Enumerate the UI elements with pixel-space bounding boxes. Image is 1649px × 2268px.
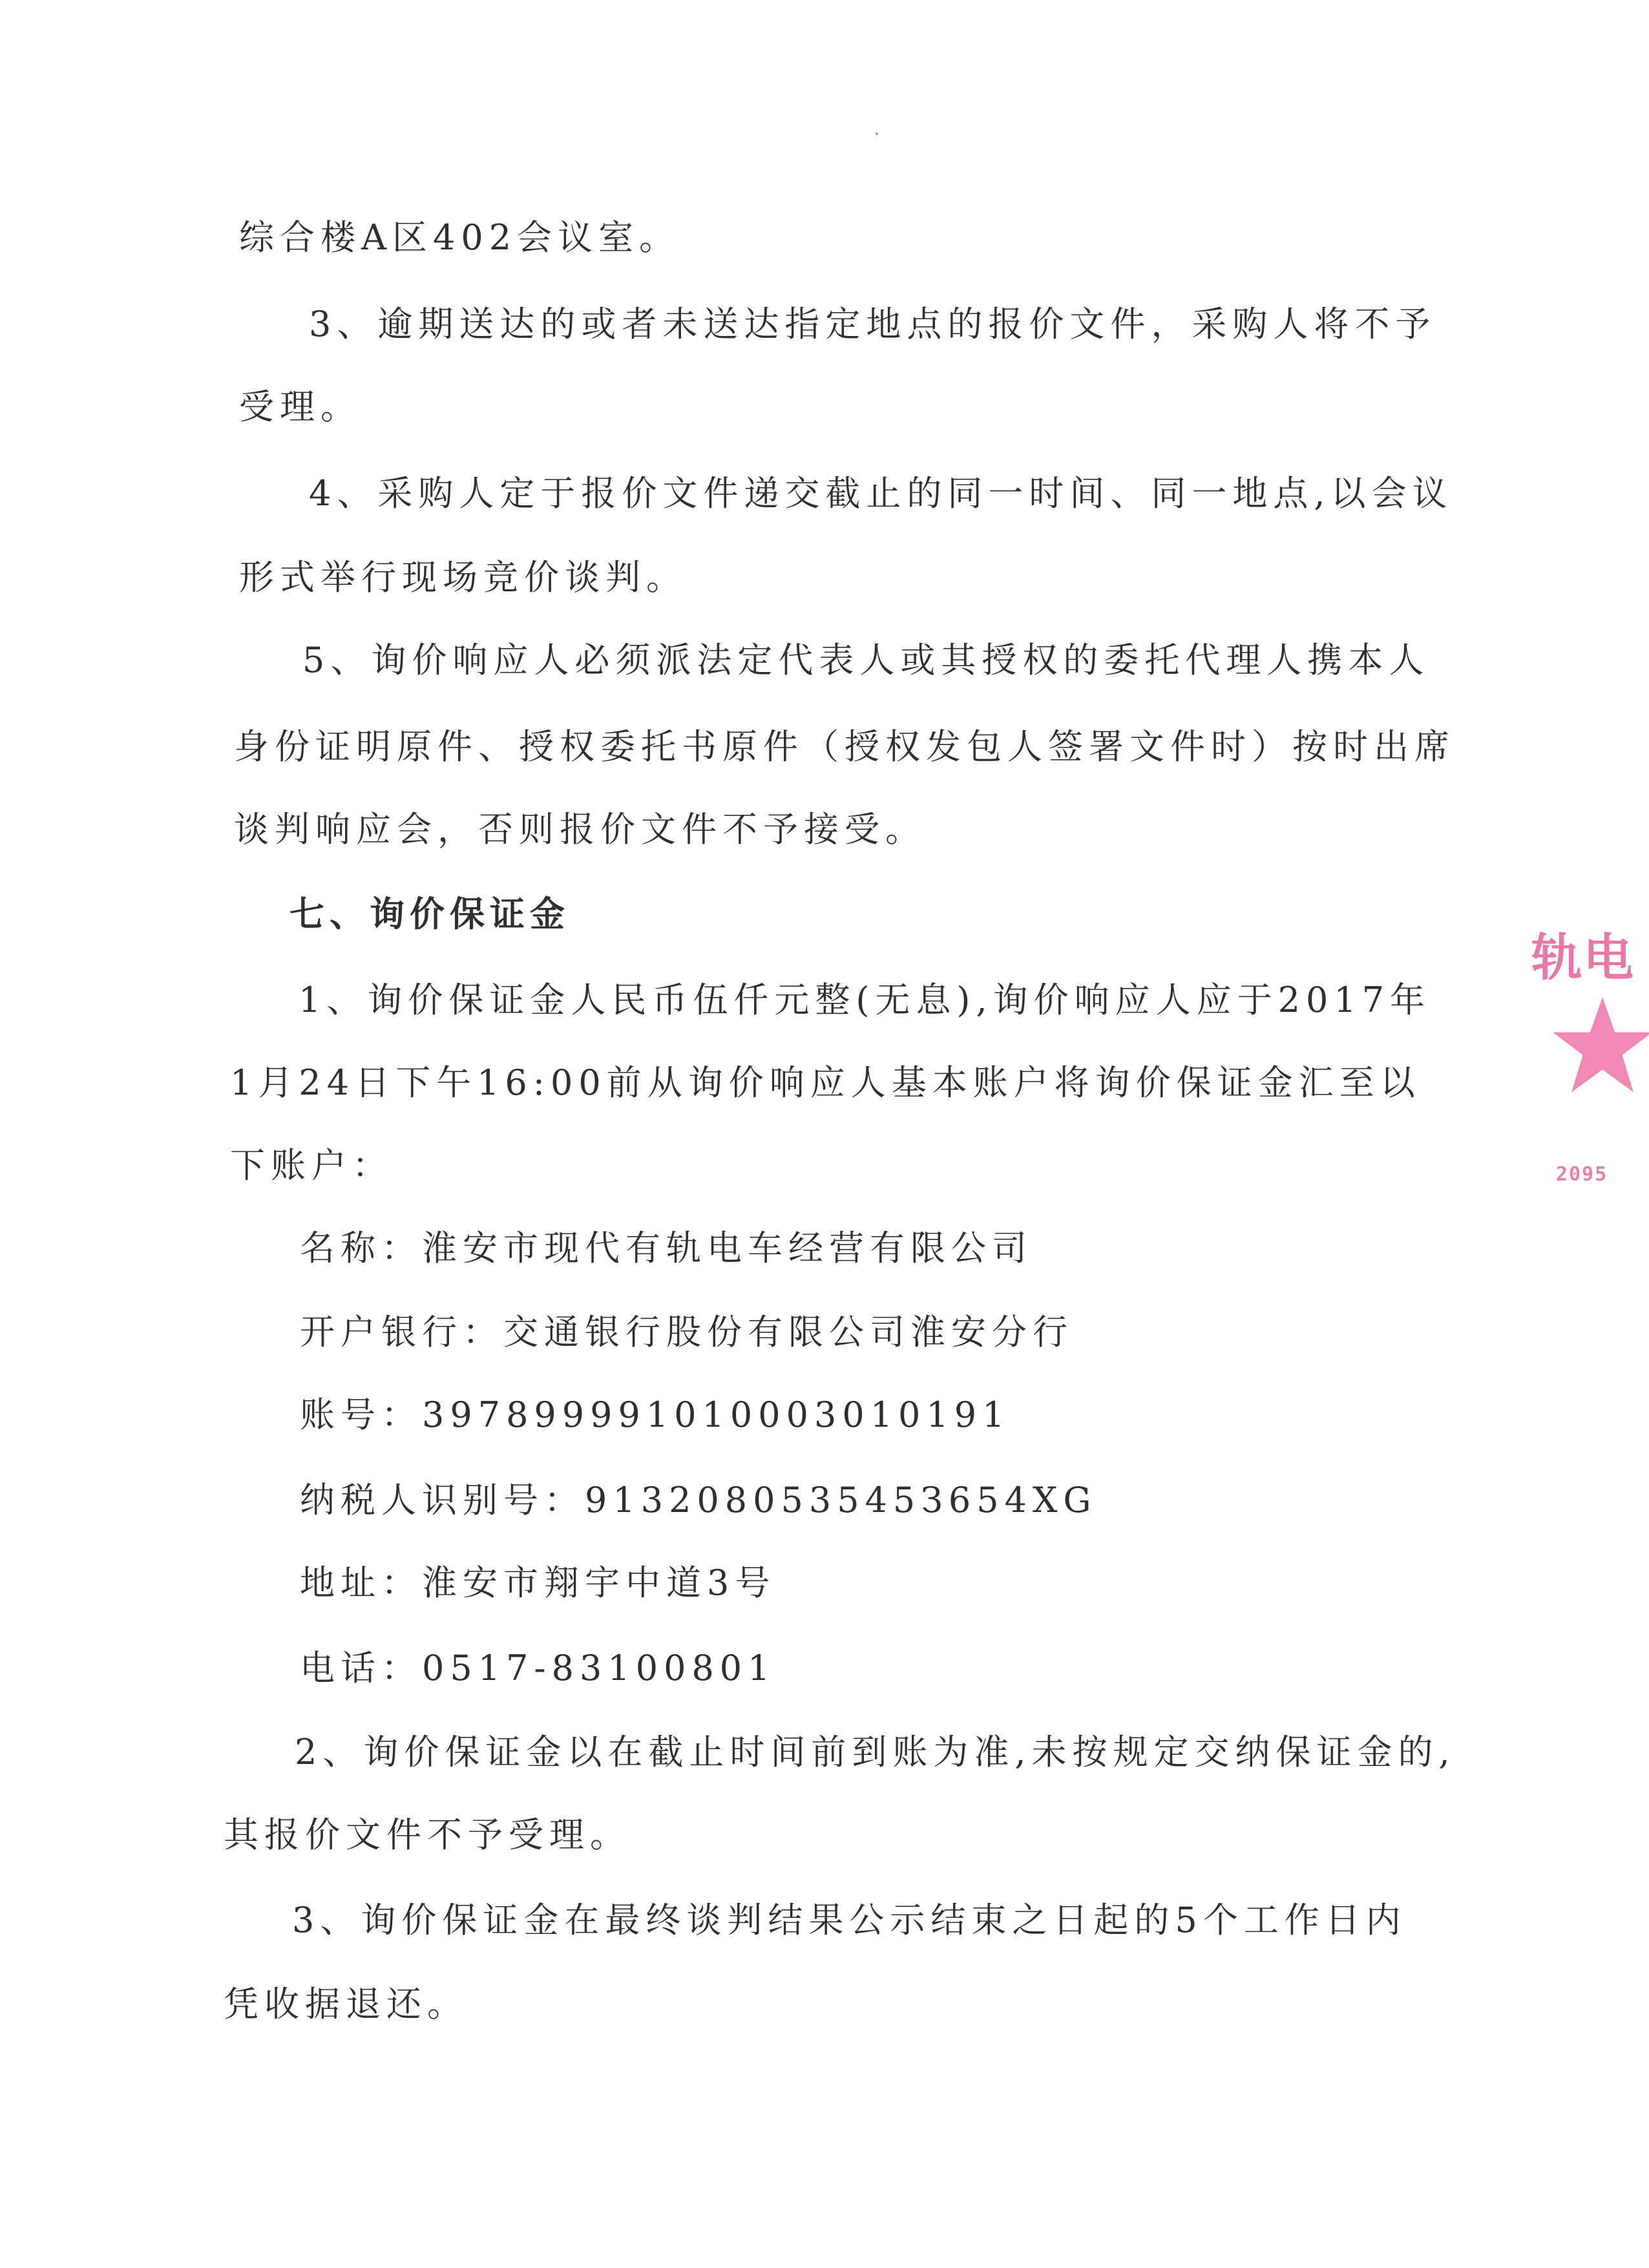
phone-line: 电话：0517-83100801 [300, 1648, 776, 1688]
account-number-line: 账号：397899991010003010191 [300, 1394, 1011, 1435]
body-line: 下账户： [230, 1145, 393, 1186]
body-line: 2、询价保证金以在截止时间前到账为准,未按规定交纳保证金的, [295, 1732, 1456, 1772]
section-heading: 七、询价保证金 [289, 893, 570, 934]
body-line: 5、询价响应人必须派法定代表人或其授权的委托代理人携本人 [302, 640, 1430, 680]
body-line: 受理。 [239, 386, 361, 427]
body-line: 谈判响应会，否则报价文件不予接受。 [234, 809, 926, 850]
body-line: 3、询价保证金在最终谈判结果公示结束之日起的5个工作日内 [292, 1900, 1407, 1940]
body-line: 凭收据退还。 [224, 1984, 468, 2024]
tax-id-line: 纳税人识别号：913208053545З654XG [300, 1480, 1097, 1520]
body-line: 综合楼A区402会议室。 [239, 217, 680, 258]
seal-number: 2095 [1556, 1163, 1608, 1186]
account-name-line: 名称：淮安市现代有轨电车经营有限公司 [300, 1228, 1033, 1268]
body-line: 形式举行现场竞价谈判。 [239, 557, 687, 598]
seal-text: 轨电 [1531, 929, 1635, 987]
body-line: 1月24日下午16:00前从询价响应人基本账户将询价保证金汇至以 [230, 1062, 1421, 1103]
body-line: 4、采购人定于报价文件递交截止的同一时间、同一地点,以会议 [309, 473, 1453, 514]
body-line: 3、逾期送达的或者未送达指定地点的报价文件，采购人将不予 [309, 304, 1436, 344]
bank-line: 开户银行：交通银行股份有限公司淮安分行 [300, 1312, 1073, 1352]
address-line: 地址：淮安市翔宇中道3号 [300, 1562, 776, 1603]
body-line: 身份证明原件、授权委托书原件（授权发包人签署文件时）按时出席 [234, 726, 1455, 767]
body-line: 其报价文件不予受理。 [224, 1814, 631, 1855]
red-seal-fragment [1525, 892, 1649, 1228]
scan-speck [876, 132, 878, 135]
body-line: 1、询价保证金人民币伍仟元整(无息),询价响应人应于2017年 [299, 980, 1431, 1020]
star-icon [1551, 995, 1649, 1098]
